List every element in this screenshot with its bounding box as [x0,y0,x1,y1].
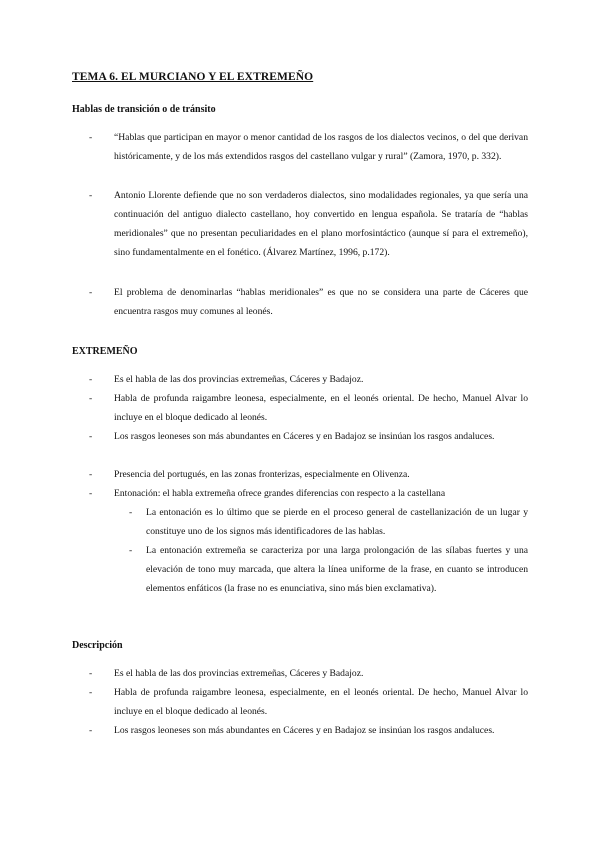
list-item-text: “Hablas que participan en mayor o menor cantidad de los rasgos de los dialectos vecinos, o del que derivan históricamente, y de los más extendidos rasgos del castellano vulgar y rural” (Zamora, 1970, p. 332). [114,132,528,162]
list-item [72,484,528,503]
list-item-text: El problema de denominarlas “hablas meridionales” es que no se considera una parte de Cáceres que encuentra rasgos muy comunes al leonés. [114,287,528,317]
list-item-text: Habla de profunda raigambre leonesa, especialmente, en el leonés oriental. De hecho, Manuel Alvar lo incluye en el bloque dedicado al leonés. [114,687,528,717]
list-item [72,128,528,166]
document-title: TEMA 6. EL MURCIANO Y EL EXTREMEÑO [72,71,314,83]
bullet-dash: - [89,469,93,480]
sub-list-item [72,503,528,541]
list-item-text: Habla de profunda raigambre leonesa, especialmente, en el leonés oriental. De hecho, Manuel Alvar lo incluye en el bloque dedicado al leonés. [114,393,528,423]
section-heading-transicion: Hablas de transición o de tránsito [72,104,216,115]
bullet-dash: - [89,132,93,143]
list-item-text: Presencia del portugués, en las zonas fronterizas, especialmente en Olivenza. [114,469,410,480]
list-item [72,721,528,740]
list-item [72,389,528,427]
bullet-dash: - [129,507,133,518]
list-item-text: Los rasgos leoneses son más abundantes en Cáceres y en Badajoz se insinúan los rasgos andaluces. [114,725,495,736]
list-item [72,186,528,262]
sub-list-item-text: La entonación es lo último que se pierde en el proceso general de castellanización de un lugar y constituye uno de los signos más identificadores de las hablas. [146,507,528,537]
list-item [72,283,528,321]
section-heading-extremeno: EXTREMEÑO [72,346,138,357]
list-item [72,465,528,484]
bullet-dash: - [89,488,93,499]
list-item-text: Antonio Llorente defiende que no son verdaderos dialectos, sino modalidades regionales, ya que sería una continuación del antiguo dialecto castellano, hoy convertido en lengua española. Se trataría de “hablas meridionales” que no presentan peculiaridades en el plano morfosintáctico (aunque sí para el extremeño), sino fundamentalmente en el fonético. (Álvarez Martínez, 1996, p.172). [114,190,528,258]
bullet-dash: - [89,393,93,404]
list-item [72,370,528,389]
list-item-text: Es el habla de las dos provincias extremeñas, Cáceres y Badajoz. [114,374,364,385]
list-item [72,683,528,721]
bullet-dash: - [89,687,93,698]
bullet-dash: - [129,545,133,556]
bullet-dash: - [89,190,93,201]
sub-list-item [72,541,528,598]
bullet-dash: - [89,668,93,679]
section-heading-descripcion: Descripción [72,640,123,651]
sub-list-item-text: La entonación extremeña se caracteriza por una larga prolongación de las sílabas fuertes y una elevación de tono muy marcada, que altera la línea uniforme de la frase, en cuanto se introducen elementos enfáticos (la frase no es enunciativa, sino más bien exclamativa). [146,545,528,594]
bullet-dash: - [89,287,93,298]
list-item-text: Es el habla de las dos provincias extremeñas, Cáceres y Badajoz. [114,668,364,679]
list-item-text: Entonación: el habla extremeña ofrece grandes diferencias con respecto a la castellana [114,488,446,499]
bullet-dash: - [89,431,93,442]
bullet-dash: - [89,374,93,385]
list-item [72,664,528,683]
bullet-dash: - [89,725,93,736]
list-item [72,427,528,446]
list-item-text: Los rasgos leoneses son más abundantes en Cáceres y en Badajoz se insinúan los rasgos andaluces. [114,431,495,442]
